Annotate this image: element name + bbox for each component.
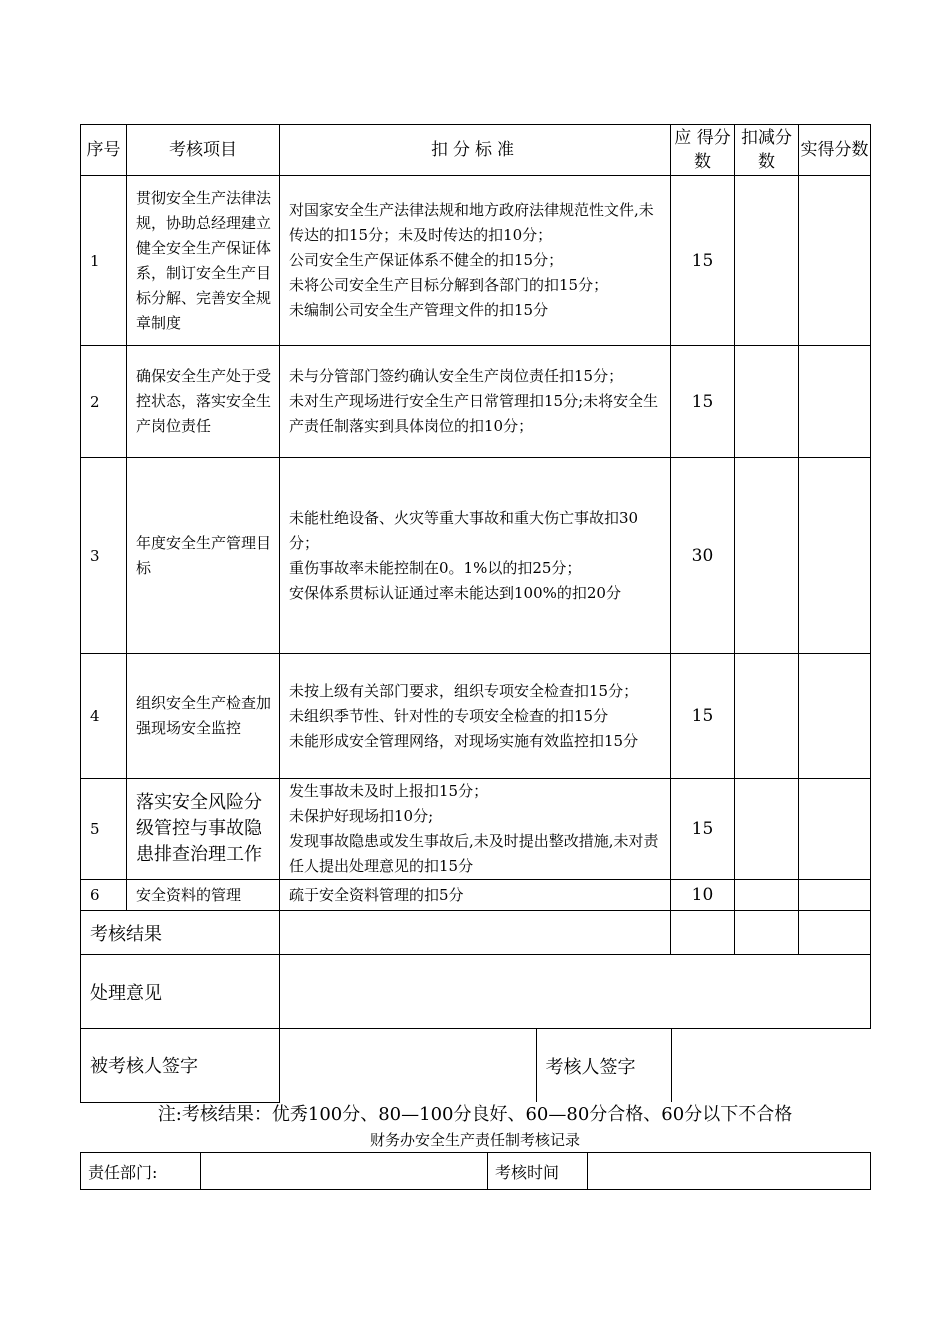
- row-number: 5: [81, 779, 127, 880]
- row-criteria: [280, 346, 671, 458]
- row-actual-score[interactable]: [799, 458, 871, 654]
- assessment-time-field[interactable]: [588, 1153, 871, 1190]
- department-table: [80, 1152, 871, 1190]
- criteria-line: 未能杜绝设备、火灾等重大事故和重大伤亡事故扣30分；: [289, 508, 639, 552]
- result-row: [81, 911, 871, 955]
- row-item: 安全资料的管理: [127, 880, 280, 911]
- row-number: 6: [81, 880, 127, 911]
- department-field[interactable]: [201, 1153, 488, 1190]
- result-due-cell[interactable]: [671, 911, 735, 955]
- row-actual-score[interactable]: [799, 880, 871, 911]
- row-deduct-score[interactable]: [735, 346, 799, 458]
- row-criteria: [280, 654, 671, 779]
- row-number: 2: [81, 346, 127, 458]
- row-due-score: 15: [671, 779, 735, 880]
- row-actual-score[interactable]: [799, 654, 871, 779]
- criteria-line: 发生事故未及时上报扣15分；: [289, 782, 489, 800]
- row-actual-score[interactable]: [799, 779, 871, 880]
- header-item: 考核项目: [127, 125, 280, 176]
- criteria-line: 未按上级有关部门要求，组织专项安全检查扣15分；: [289, 681, 639, 700]
- signature-area: [280, 1029, 871, 1103]
- row-item: 贯彻安全生产法律法规，协助总经理建立健全安全生产保证体系，制订安全生产目标分解、完善安全规章制度: [127, 176, 280, 346]
- row-actual-score[interactable]: [799, 176, 871, 346]
- opinion-row: [81, 955, 871, 1029]
- criteria-line: 重伤事故率未能控制在0。1%以的扣25分；: [289, 558, 582, 577]
- criteria-line: 未将公司安全生产目标分解到各部门的扣15分；: [289, 276, 609, 294]
- criteria-line: 公司安全生产保证体系不健全的扣15分；: [289, 251, 564, 269]
- row-item: 确保安全生产处于受控状态，落实安全生产岗位责任: [127, 346, 280, 458]
- table-row: [81, 346, 871, 458]
- row-due-score: 30: [671, 458, 735, 654]
- record-title: 财务办安全生产责任制考核记录: [369, 1131, 580, 1149]
- result-deduct-cell[interactable]: [735, 911, 799, 955]
- row-deduct-score[interactable]: [735, 880, 799, 911]
- row-item: 落实安全风险分级管控与事故隐患排查治理工作: [127, 779, 280, 880]
- row-due-score: 10: [671, 880, 735, 911]
- row-number: 4: [81, 654, 127, 779]
- row-item: 组织安全生产检查加强现场安全监控: [127, 654, 280, 779]
- assessment-table: [80, 124, 871, 1103]
- row-due-score: 15: [671, 654, 735, 779]
- row-deduct-score[interactable]: [735, 654, 799, 779]
- criteria-line: 未与分管部门签约确认安全生产岗位责任扣15分；: [289, 367, 624, 385]
- opinion-label: 处理意见: [81, 955, 280, 1029]
- result-criteria-cell[interactable]: [280, 911, 671, 955]
- table-row: [81, 880, 871, 911]
- assessee-sign-label: 被考核人签字: [81, 1029, 280, 1103]
- criteria-line: 未保护好现场扣10分;: [289, 807, 434, 825]
- opinion-field[interactable]: [280, 955, 871, 1029]
- header-actual-score: 实得分数: [799, 125, 871, 176]
- row-due-score: 15: [671, 176, 735, 346]
- assessor-sign-field[interactable]: [671, 1029, 871, 1102]
- criteria-line: 安保体系贯标认证通过率未能达到100%的扣20分: [289, 583, 621, 602]
- department-label: 责任部门:: [81, 1153, 201, 1190]
- header-deduct-score: 扣减分数: [735, 125, 799, 176]
- signature-row: [81, 1029, 871, 1103]
- criteria-line: 未能形成安全管理网络，对现场实施有效监控扣15分: [289, 731, 639, 750]
- row-due-score: 15: [671, 346, 735, 458]
- table-row: [81, 176, 871, 346]
- row-deduct-score[interactable]: [735, 176, 799, 346]
- criteria-line: 疏于安全资料管理的扣5分: [289, 885, 464, 904]
- result-label: 考核结果: [81, 911, 280, 955]
- criteria-line: 未对生产现场进行安全生产日常管理扣15分;未将安全生产责任制落实到具体岗位的扣10分；: [289, 392, 659, 435]
- result-actual-cell[interactable]: [799, 911, 871, 955]
- row-actual-score[interactable]: [799, 346, 871, 458]
- table-header-row: [81, 125, 871, 176]
- row-deduct-score[interactable]: [735, 779, 799, 880]
- header-seq: 序号: [81, 125, 127, 176]
- row-number: 1: [81, 176, 127, 346]
- assessee-sign-field[interactable]: [280, 1029, 536, 1102]
- table-row: [81, 654, 871, 779]
- signature-subtable: [280, 1029, 871, 1102]
- assessment-time-label: 考核时间: [488, 1153, 588, 1190]
- scoring-note: 注:考核结果：优秀100分、80—100分良好、60—80分合格、60分以下不合格: [157, 1104, 793, 1125]
- header-criteria: 扣分标准: [280, 125, 671, 176]
- criteria-line: 未编制公司安全生产管理文件的扣15分: [289, 301, 549, 319]
- table-row: [81, 458, 871, 654]
- row-criteria: [280, 880, 671, 911]
- header-due-score: 应 得分数: [671, 125, 735, 176]
- criteria-line: 对国家安全生产法律法规和地方政府法律规范性文件,未传达的扣15分；未及时传达的扣10分；: [289, 201, 654, 244]
- assessor-sign-label: 考核人签字: [536, 1029, 671, 1102]
- table-row: [81, 779, 871, 880]
- row-criteria: [280, 176, 671, 346]
- row-item: 年度安全生产管理目标: [127, 458, 280, 654]
- criteria-line: 未组织季节性、针对性的专项安全检查的扣15分: [289, 706, 609, 725]
- row-criteria: [280, 779, 671, 880]
- row-number: 3: [81, 458, 127, 654]
- criteria-line: 发现事故隐患或发生事故后,未及时提出整改措施,未对责任人提出处理意见的扣15分: [289, 832, 659, 875]
- row-deduct-score[interactable]: [735, 458, 799, 654]
- row-criteria: [280, 458, 671, 654]
